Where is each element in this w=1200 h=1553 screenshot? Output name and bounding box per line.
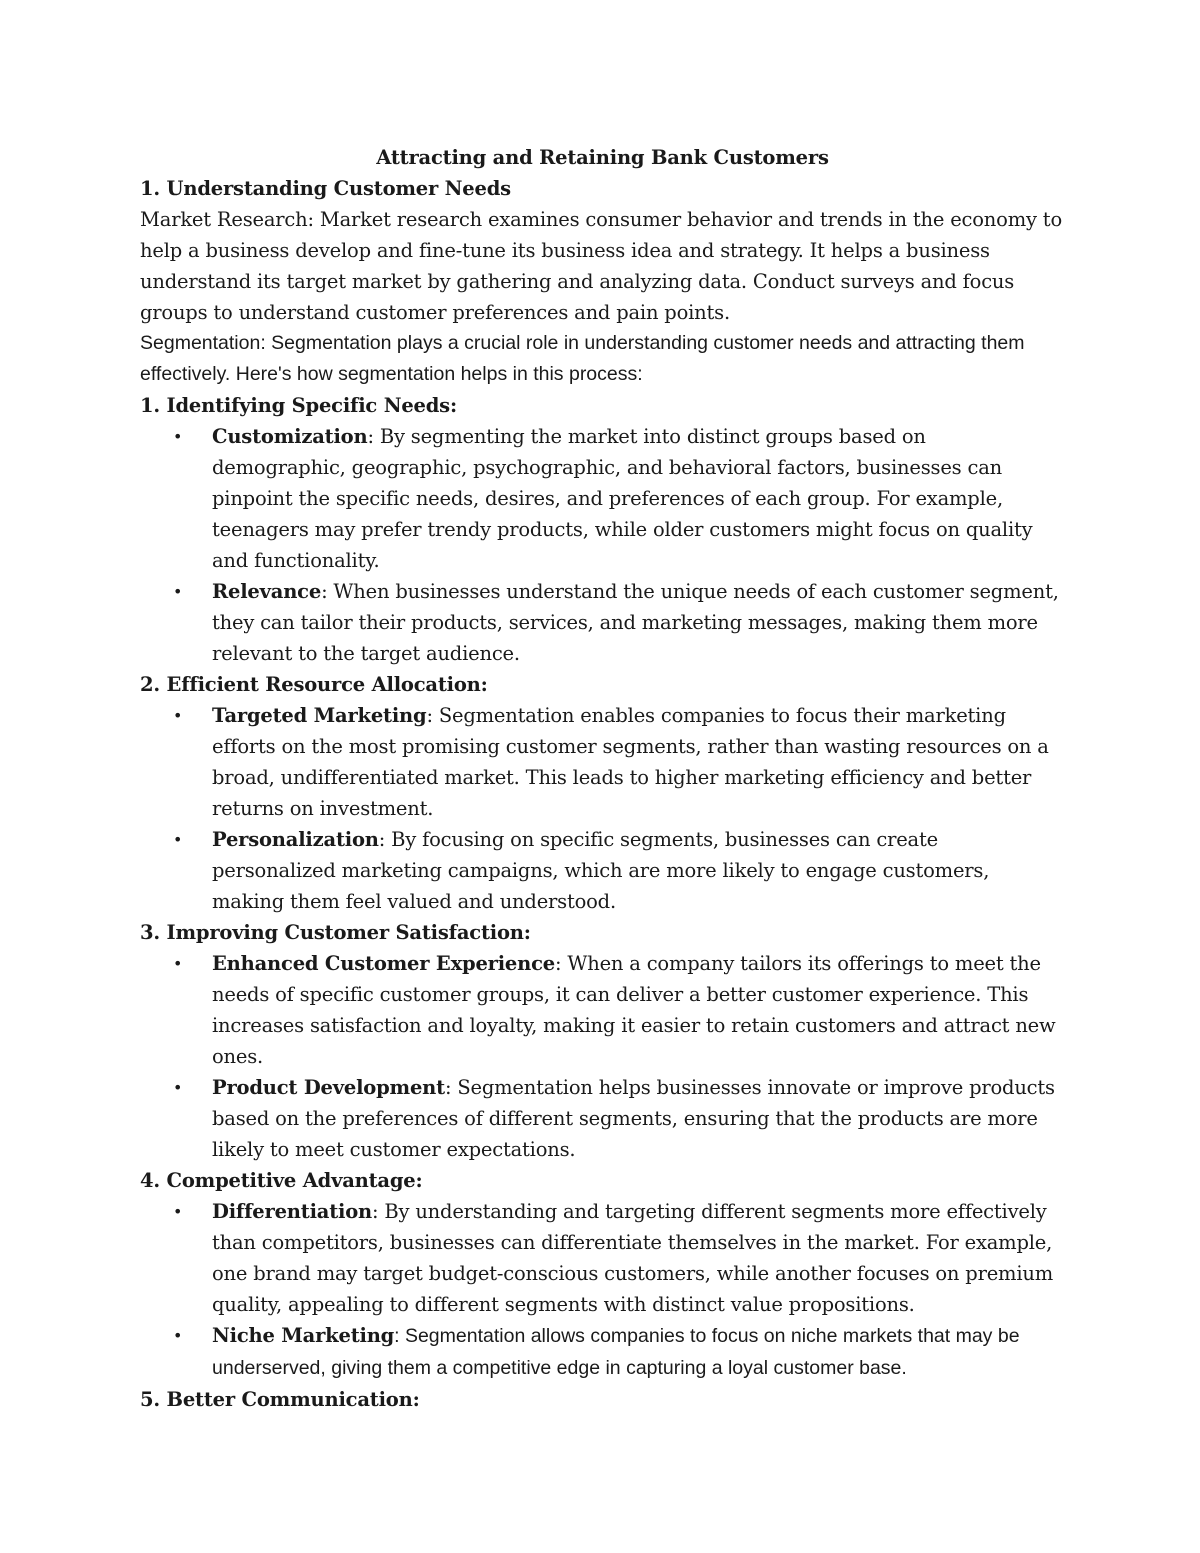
list-item-text: : When a company tailors its offerings to meet the needs of specific customer groups, it can deliver a better customer experience. This increases satisfaction and loyalty, making it easier to retain customers and attract new ones.: [212, 952, 1056, 1068]
list-resource-allocation: [140, 700, 1065, 917]
list-item-text: : Segmentation allows companies to focus on niche markets that may be underserved, giving them a competitive edge in capturing a loyal customer base.: [212, 1325, 1020, 1379]
list-item-text: : By segmenting the market into distinct groups based on demographic, geographic, psychographic, and behavioral factors, businesses can pinpoint the specific needs, desires, and preferences of each group. For example, teenagers may prefer trendy products, while older customers might focus on quality and functionality.: [212, 425, 1033, 572]
list-item-term: Product Development: [212, 1076, 445, 1099]
list-item: [140, 1196, 1065, 1320]
list-item-term: Niche Marketing: [212, 1324, 395, 1347]
list-item: [140, 421, 1065, 576]
bullet-icon: •: [173, 830, 183, 849]
bullet-icon: •: [173, 1202, 183, 1221]
market-research-paragraph: Market Research: Market research examines consumer behavior and trends in the economy to help a business develop and fine-tune its business idea and strategy. It helps a business understand its target market by gathering and analyzing data. Conduct surveys and focus groups to understand customer preferences and pain points.: [140, 208, 1062, 324]
list-item-text: : By focusing on specific segments, businesses can create personalized marketing campaigns, which are more likely to engage customers, making them feel valued and understood.: [212, 828, 990, 913]
list-item-term: Personalization: [212, 828, 379, 851]
list-item: [140, 1072, 1065, 1165]
list-item-text: : Segmentation helps businesses innovate or improve products based on the preferences of different segments, ensuring that the products are more likely to meet customer expectations.: [212, 1076, 1055, 1161]
list-item-term: Customization: [212, 425, 368, 448]
list-customer-satisfaction: [140, 948, 1065, 1165]
bullet-icon: •: [173, 954, 183, 973]
list-item: [140, 824, 1065, 917]
segmentation-paragraph: Segmentation: Segmentation plays a crucial role in understanding customer needs and attracting them effectively. Here's how segmentation helps in this process:: [140, 332, 1025, 385]
subheading-identifying-needs: 1. Identifying Specific Needs:: [140, 394, 457, 417]
bullet-icon: •: [173, 706, 183, 725]
list-competitive-advantage: [140, 1196, 1065, 1384]
subheading-resource-allocation: 2. Efficient Resource Allocation:: [140, 673, 488, 696]
list-identifying-needs: [140, 421, 1065, 669]
list-item-term: Targeted Marketing: [212, 704, 427, 727]
subheading-customer-satisfaction: 3. Improving Customer Satisfaction:: [140, 921, 531, 944]
list-item-term: Relevance: [212, 580, 322, 603]
bullet-icon: •: [173, 427, 183, 446]
list-item: [140, 576, 1065, 669]
list-item-text: : When businesses understand the unique needs of each customer segment, they can tailor their products, services, and marketing messages, making them more relevant to the target audience.: [212, 580, 1059, 665]
bullet-icon: •: [173, 1078, 183, 1097]
section-heading-understanding-needs: 1. Understanding Customer Needs: [140, 177, 511, 200]
document-page: [140, 142, 1065, 1415]
bullet-icon: •: [173, 582, 183, 601]
document-title: Attracting and Retaining Bank Customers: [376, 146, 829, 169]
subheading-competitive-advantage: 4. Competitive Advantage:: [140, 1169, 423, 1192]
list-item-term: Differentiation: [212, 1200, 373, 1223]
list-item: [140, 1320, 1065, 1384]
list-item: [140, 948, 1065, 1072]
list-item-text: : Segmentation enables companies to focus their marketing efforts on the most promising customer segments, rather than wasting resources on a broad, undifferentiated market. This leads to higher marketing efficiency and better returns on investment.: [212, 704, 1049, 820]
list-item-text: : By understanding and targeting different segments more effectively than competitors, businesses can differentiate themselves in the market. For example, one brand may target budget-conscious customers, while another focuses on premium quality, appealing to different segments with distinct value propositions.: [212, 1200, 1054, 1316]
bullet-icon: •: [173, 1326, 183, 1345]
subheading-better-communication: 5. Better Communication:: [140, 1388, 420, 1411]
list-item: [140, 700, 1065, 824]
list-item-term: Enhanced Customer Experience: [212, 952, 556, 975]
